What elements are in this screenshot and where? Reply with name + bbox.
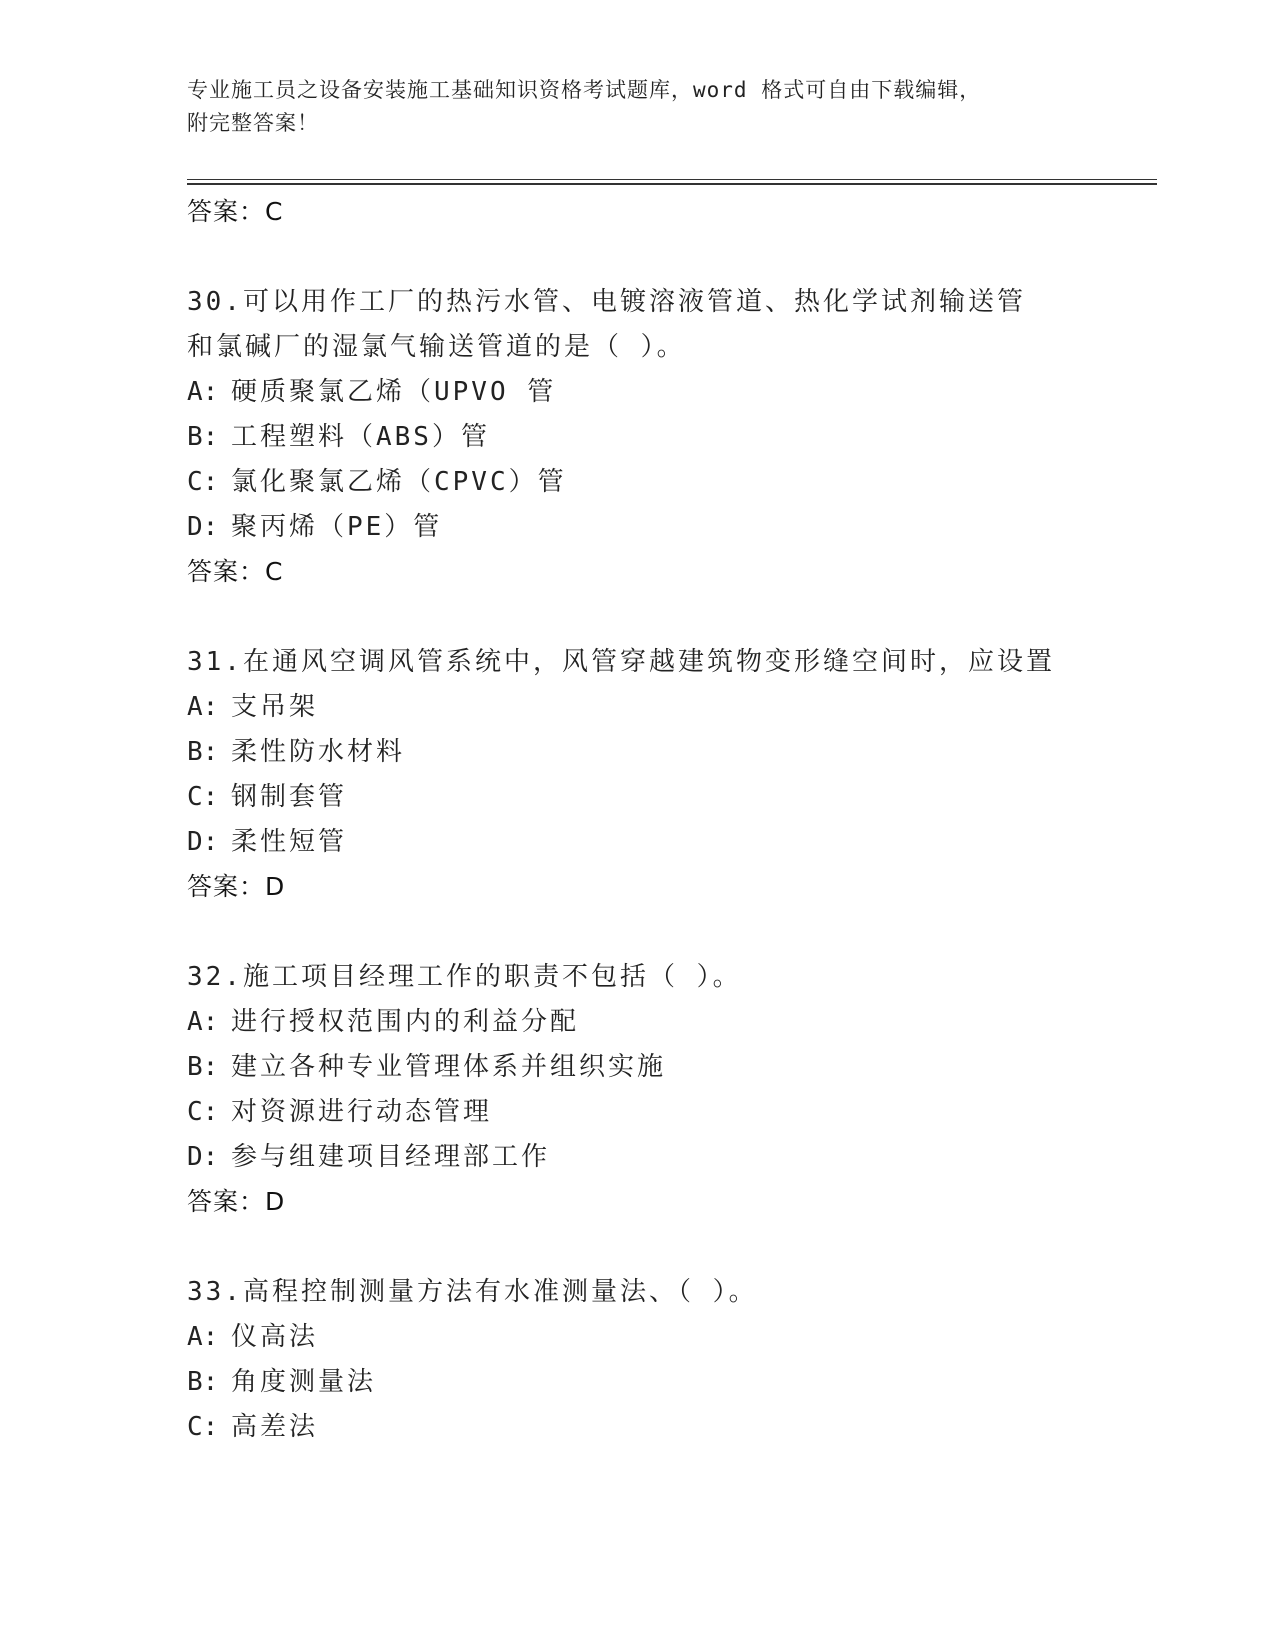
spacer — [187, 594, 1157, 640]
option-text: 高差法 — [231, 1412, 319, 1442]
spacer — [187, 1224, 1157, 1270]
option-c — [187, 1090, 1157, 1135]
option-a — [187, 1000, 1157, 1045]
option-a — [187, 685, 1157, 730]
answer-line: 答案：D — [187, 1187, 286, 1216]
option-text: 柔性短管 — [231, 827, 348, 857]
option-label: B: — [187, 1052, 219, 1082]
option-label: B: — [187, 737, 219, 767]
question-text: 33.高程控制测量方法有水准测量法、（ ）。 — [187, 1277, 758, 1307]
option-text: 支吊架 — [231, 692, 319, 722]
question-block — [187, 640, 1157, 909]
option-label: B: — [187, 422, 219, 452]
header-divider-thin — [187, 179, 1157, 180]
question-text: 32.施工项目经理工作的职责不包括（ ）。 — [187, 962, 742, 992]
option-c — [187, 1405, 1157, 1450]
option-label: B: — [187, 1367, 219, 1397]
option-label: A: — [187, 692, 219, 722]
document-body — [187, 190, 1157, 1450]
option-label: D: — [187, 1142, 219, 1172]
header-divider-thick — [187, 183, 1157, 185]
option-text: 柔性防水材料 — [231, 737, 406, 767]
header-line-1: 专业施工员之设备安装施工基础知识资格考试题库，word 格式可自由下载编辑， — [187, 78, 982, 102]
document-header — [187, 74, 1067, 140]
option-c — [187, 775, 1157, 820]
option-label: C: — [187, 1412, 219, 1442]
option-text: 硬质聚氯乙烯（UPVO 管 — [231, 377, 557, 407]
option-text: 建立各种专业管理体系并组织实施 — [231, 1052, 667, 1082]
option-label: D: — [187, 827, 219, 857]
option-text: 聚丙烯（PE）管 — [231, 512, 443, 542]
question-block — [187, 955, 1157, 1224]
option-label: C: — [187, 1097, 219, 1127]
option-b — [187, 415, 1157, 460]
question-text: 30.可以用作工厂的热污水管、电镀溶液管道、热化学试剂输送管和氯碱厂的湿氯气输送管道的是（ ）。 — [187, 287, 1026, 362]
option-text: 进行授权范围内的利益分配 — [231, 1007, 580, 1037]
option-text: 钢制套管 — [231, 782, 348, 812]
option-d — [187, 1135, 1157, 1180]
question-block — [187, 280, 1157, 594]
option-text: 角度测量法 — [231, 1367, 377, 1397]
spacer — [187, 234, 1157, 280]
option-text: 仪高法 — [231, 1322, 319, 1352]
option-d — [187, 820, 1157, 865]
option-b — [187, 1360, 1157, 1405]
option-label: A: — [187, 377, 219, 407]
option-a — [187, 370, 1157, 415]
option-text: 对资源进行动态管理 — [231, 1097, 493, 1127]
option-text: 氯化聚氯乙烯（CPVC）管 — [231, 467, 567, 497]
option-text: 工程塑料（ABS）管 — [231, 422, 490, 452]
option-label: A: — [187, 1322, 219, 1352]
answer-line: 答案：C — [187, 197, 284, 226]
spacer — [187, 909, 1157, 955]
option-label: C: — [187, 467, 219, 497]
answer-line: 答案：D — [187, 872, 286, 901]
option-b — [187, 1045, 1157, 1090]
option-b — [187, 730, 1157, 775]
option-a — [187, 1315, 1157, 1360]
question-text: 31.在通风空调风管系统中，风管穿越建筑物变形缝空间时，应设置 — [187, 647, 1055, 677]
option-label: A: — [187, 1007, 219, 1037]
option-label: D: — [187, 512, 219, 542]
question-block — [187, 1270, 1157, 1450]
option-c — [187, 460, 1157, 505]
option-label: C: — [187, 782, 219, 812]
option-d — [187, 505, 1157, 550]
header-line-2: 附完整答案！ — [187, 111, 319, 135]
option-text: 参与组建项目经理部工作 — [231, 1142, 551, 1172]
answer-line: 答案：C — [187, 557, 284, 586]
